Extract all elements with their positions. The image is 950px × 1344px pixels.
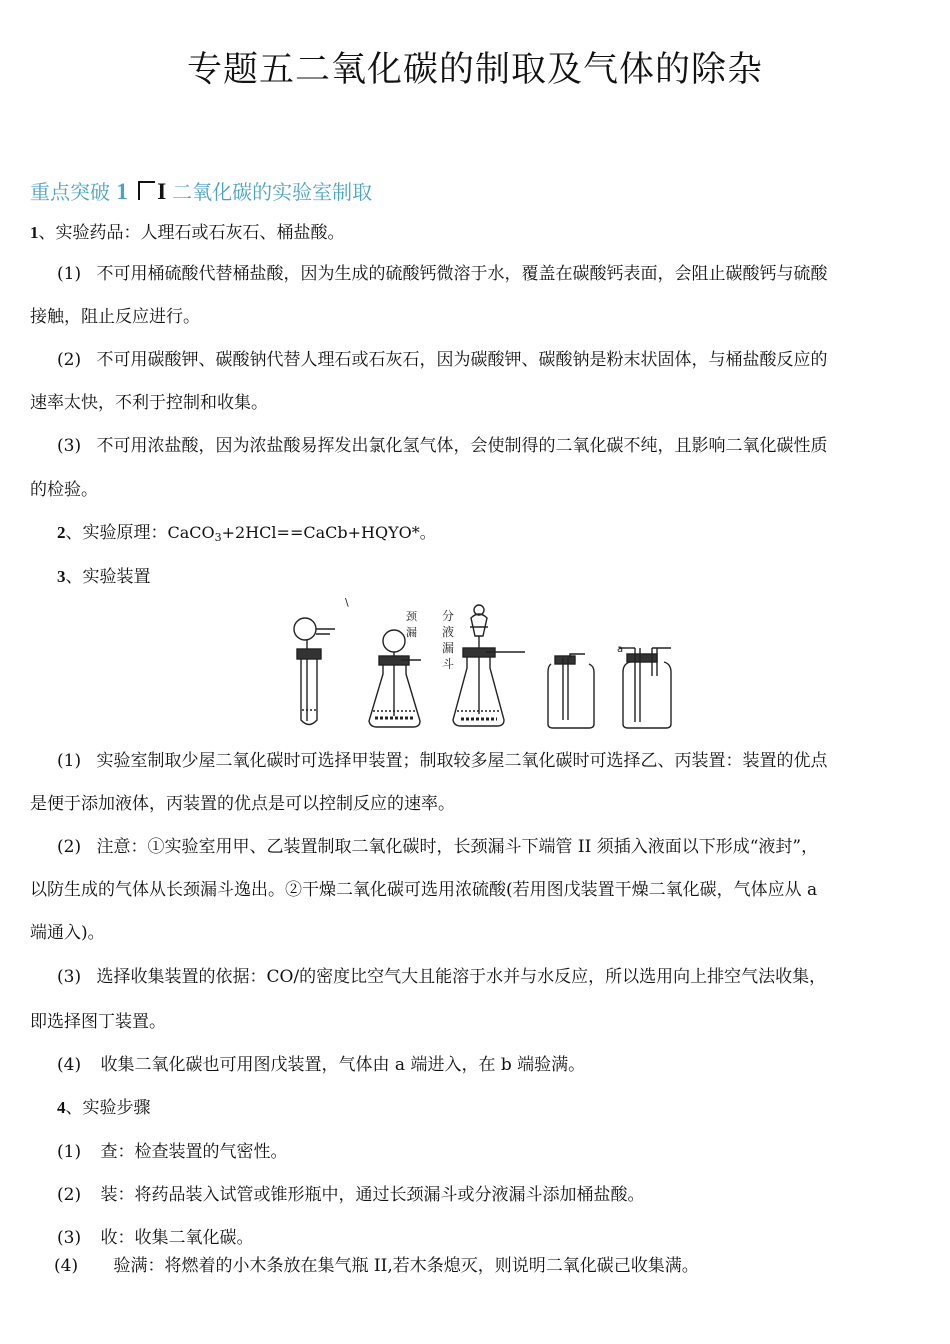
item-1-note-2-line-2: 速率太快，不利于控制和收集。: [30, 393, 268, 413]
item-4-number: 4: [57, 1098, 66, 1117]
item-3-text: 、实验装置: [65, 567, 151, 587]
apparatus-test-tube: [294, 618, 335, 725]
note-tag: (2): [57, 837, 82, 857]
item-2: [57, 522, 436, 549]
formula-part-1: CaCO: [167, 523, 215, 542]
label-sep-2: 液: [442, 625, 455, 639]
section-prefix: 重点突破: [30, 180, 110, 204]
step-2: [57, 1184, 645, 1206]
note-tag: (4): [57, 1055, 82, 1075]
note-text: 选择收集装置的依据：CO/的密度比空气大且能溶于水并与水反应，所以选用向上排空气法收集，: [96, 967, 827, 987]
item-3-note-2-line-3: 端通入)。: [30, 923, 105, 943]
item-1-number: 1: [30, 223, 39, 242]
step-text: 查：检查装置的气密性。: [100, 1142, 288, 1162]
item-3-note-1-line-2: 是便于添加液体，丙装置的优点是可以控制反应的速率。: [30, 794, 455, 814]
note-text: 不可用碳酸钾、碳酸钠代替人理石或石灰石，因为碳酸钾、碳酸钠是粉末状固体，与桶盐酸反应的: [96, 350, 828, 370]
note-text: 不可用桶硫酸代替桶盐酸，因为生成的硫酸钙微溶于水，覆盖在碳酸钙表面，会阻止碳酸钙与硫酸: [96, 264, 828, 284]
apparatus-separatory-funnel: [442, 605, 525, 726]
step-text: 收：收集二氧化碳。: [100, 1228, 254, 1248]
item-1: [30, 222, 345, 244]
apparatus-gas-washing-bottle: [617, 644, 671, 728]
section-roman: I: [157, 179, 167, 204]
note-text: 注意：①实验室用甲、乙装置制取二氧化碳时，长颈漏斗下端管 II 须插入液面以下形成“液封”，: [96, 837, 819, 857]
step-1: [57, 1141, 288, 1163]
step-4: [54, 1255, 699, 1277]
bracket-mark: [138, 181, 155, 200]
item-3-note-3-line-2: 即选择图丁装置。: [30, 1012, 166, 1032]
label-sep-4: 斗: [442, 657, 455, 671]
section-title: 二氧化碳的实验室制取: [172, 180, 373, 204]
step-tag: (4): [54, 1256, 79, 1276]
note-text: 不可用浓盐酸，因为浓盐酸易挥发出氯化氢气体，会使制得的二氧化碳不纯，且影响二氧化碳性质: [96, 436, 828, 456]
note-tag: (3): [57, 967, 82, 987]
formula-part-2: +2HCl==CaCb+HQYO*。: [221, 523, 436, 542]
note-tag: (2): [57, 350, 82, 370]
item-3-note-1-line-1: [57, 750, 828, 772]
step-text: 验满：将燃着的小木条放在集气瓶 II,若木条熄灭，则说明二氧化碳己收集满。: [113, 1256, 699, 1276]
apparatus-conical-flask-funnel: [345, 596, 421, 727]
item-3-note-4: [57, 1054, 585, 1076]
label-neck: 颈: [406, 610, 417, 623]
item-1-note-3-line-2: 的检验。: [30, 480, 98, 500]
item-3-number: 3: [57, 567, 66, 586]
label-top-mark: \: [345, 596, 349, 609]
item-1-note-1-line-2: 接触，阻止反应进行。: [30, 307, 200, 327]
section-heading: [30, 176, 372, 205]
label-funnel: 漏: [406, 626, 417, 639]
item-2-number: 2: [57, 523, 66, 542]
item-1-note-3-line-1: [57, 435, 828, 457]
note-tag: (3): [57, 436, 82, 456]
label-sep-1: 分: [442, 609, 455, 623]
item-1-note-1-line-1: [57, 263, 828, 285]
step-tag: (1): [57, 1142, 82, 1162]
label-a: a: [617, 644, 624, 655]
note-text: 收集二氧化碳也可用图戊装置，气体由 a 端进入，在 b 端验满。: [100, 1055, 586, 1075]
note-text: 实验室制取少屋二氧化碳时可选择甲装置；制取较多屋二氧化碳时可选择乙、丙装置：装置的优点: [96, 751, 828, 771]
step-tag: (2): [57, 1185, 82, 1205]
page-title: 专题五二氧化碳的制取及气体的除杂: [186, 50, 763, 90]
apparatus-figure: [285, 596, 680, 736]
label-sep-3: 漏: [442, 641, 455, 655]
item-2-label: 、实验原理：: [65, 523, 168, 543]
item-3-note-2-line-2: 以防生成的气体从长颈漏斗逸出。②干燥二氧化碳可选用浓硫酸(若用图戊装置干燥二氧化碳，气体应从 a: [30, 880, 818, 900]
step-tag: (3): [57, 1228, 82, 1248]
section-number: 1: [116, 179, 128, 204]
item-1-note-2-line-1: [57, 349, 828, 371]
step-text: 装：将药品装入试管或锥形瓶中，通过长颈漏斗或分液漏斗添加桶盐酸。: [100, 1185, 645, 1205]
note-tag: (1): [57, 264, 82, 284]
formula-subscript: 3: [214, 531, 222, 544]
item-4-text: 、实验步骤: [65, 1098, 151, 1118]
step-3: [57, 1227, 254, 1249]
note-tag: (1): [57, 751, 82, 771]
item-4: [57, 1097, 151, 1119]
item-3-note-2-line-1: [57, 836, 818, 858]
item-1-text: 、实验药品：人理石或石灰石、桶盐酸。: [38, 223, 345, 243]
item-3: [57, 566, 151, 588]
apparatus-gas-bottle: [548, 654, 594, 728]
item-3-note-3-line-1: [57, 966, 826, 988]
